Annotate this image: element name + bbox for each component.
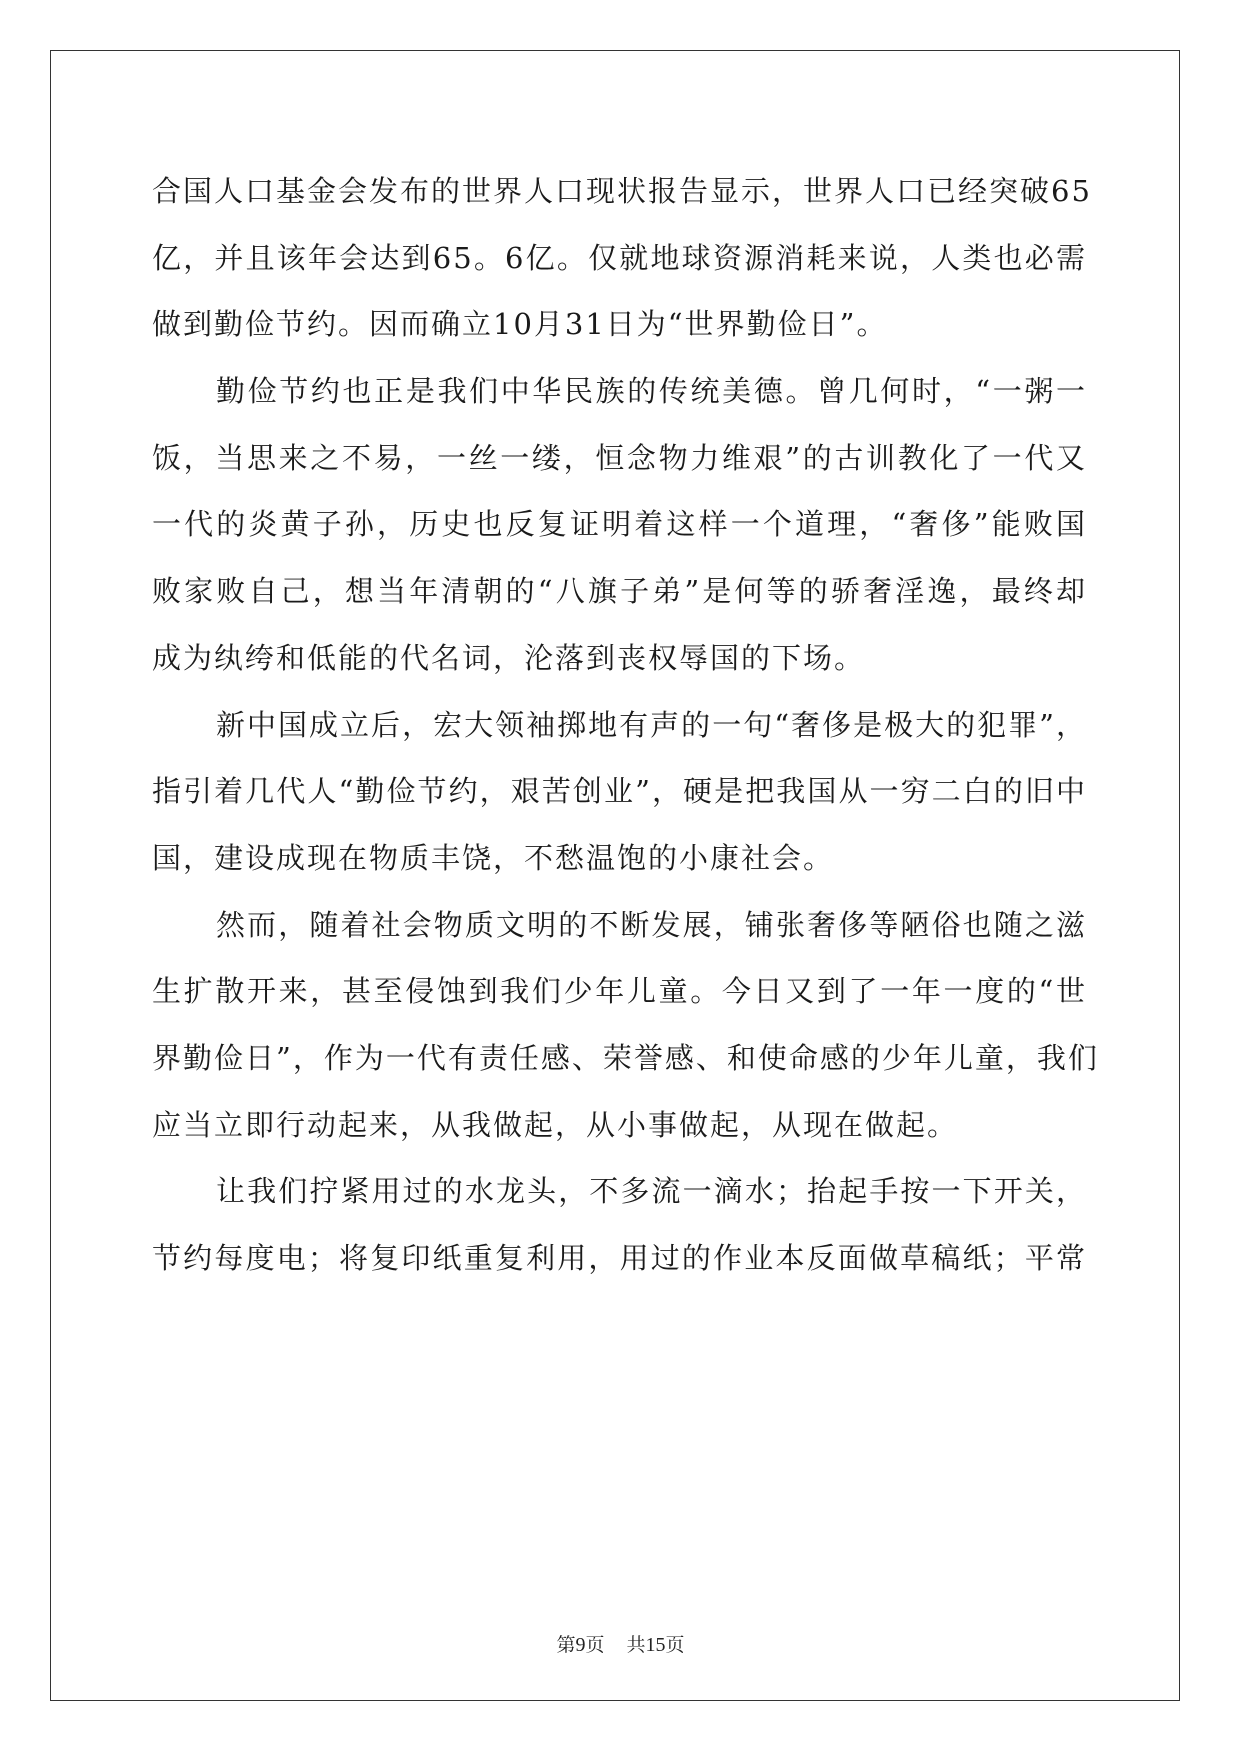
document-body <box>152 158 1099 1292</box>
text-line: 合国人口基金会发布的世界人口现状报告显示，世界人口已经突破65 <box>152 174 1092 208</box>
text-line: 成为纨绔和低能的代名词，沦落到丧权辱国的下场。 <box>152 640 866 675</box>
text-line: 指引着几代人“勤俭节约，艰苦创业”，硬是把我国从一穷二白的旧中 <box>152 774 1087 809</box>
text-line: 国，建设成现在物质丰饶，不愁温饱的小康社会。 <box>152 840 835 875</box>
text-line: 饭，当思来之不易，一丝一缕，恒念物力维艰”的古训教化了一代又 <box>152 440 1087 475</box>
text-line: 做到勤俭节约。因而确立10月31日为“世界勤俭日”。 <box>152 307 888 342</box>
text-line: 应当立即行动起来，从我做起，从小事做起，从现在做起。 <box>152 1107 959 1142</box>
total-suffix: 页 <box>665 1634 685 1656</box>
text-line: 生扩散开来，甚至侵蚀到我们少年儿童。今日又到了一年一度的“世 <box>152 974 1087 1009</box>
text-line: 亿，并且该年会达到65。6亿。仅就地球资源消耗来说，人类也必需 <box>152 240 1087 275</box>
page-prefix: 第 <box>556 1634 576 1656</box>
total-prefix: 共 <box>626 1634 646 1656</box>
text-line: 节约每度电；将复印纸重复利用，用过的作业本反面做草稿纸；平常 <box>152 1241 1087 1275</box>
text-line: 然而，随着社会物质文明的不断发展，铺张奢侈等陋俗也随之滋 <box>216 907 1087 942</box>
text-line: 勤俭节约也正是我们中华民族的传统美德。曾几何时，“一粥一 <box>216 374 1087 409</box>
text-line: 一代的炎黄子孙，历史也反复证明着这样一个道理，“奢侈”能败国 <box>152 507 1087 542</box>
page-suffix: 页 <box>585 1634 605 1656</box>
page-number-footer <box>0 1630 1241 1657</box>
text-line: 界勤俭日”，作为一代有责任感、荣誉感、和使命感的少年儿童，我们 <box>152 1040 1099 1075</box>
current-page-number: 9 <box>575 1634 586 1656</box>
total-page-count: 15 <box>645 1634 666 1656</box>
text-line: 让我们拧紧用过的水龙头，不多流一滴水；抬起手按一下开关， <box>216 1174 1087 1209</box>
text-line: 败家败自己，想当年清朝的“八旗子弟”是何等的骄奢淫逸，最终却 <box>152 574 1087 609</box>
text-line: 新中国成立后，宏大领袖掷地有声的一句“奢侈是极大的犯罪”， <box>216 707 1087 742</box>
